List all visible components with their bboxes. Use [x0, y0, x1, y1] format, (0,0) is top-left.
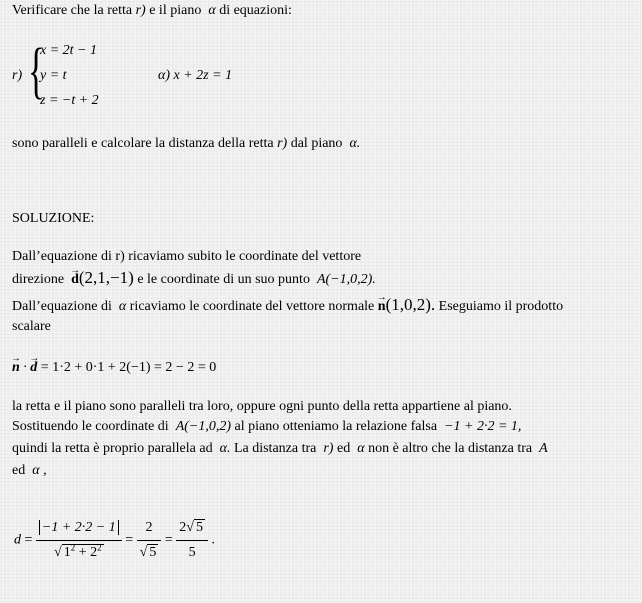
para2-quindi: quindi la retta è proprio parallela ad — [12, 441, 213, 456]
para1-point-text: e le coordinate di un suo punto — [137, 272, 310, 287]
para1-alpha: α — [118, 299, 127, 314]
para2-point-a: A(−1,0,2) — [175, 419, 232, 434]
dot-vector-n: → n — [12, 360, 20, 376]
intro-line — [12, 3, 292, 19]
dot-vector-d: → d — [30, 360, 37, 376]
system-plane: α) x + 2z = 1 — [158, 68, 233, 83]
vector-d: → d — [71, 272, 79, 288]
para2-relation: −1 + 2·2 = 1, — [444, 419, 522, 434]
distance-d: d — [14, 532, 21, 548]
para2-line3 — [12, 441, 548, 457]
para2-sostituendo: Sostituendo le coordinate di — [12, 419, 169, 434]
intro-alpha: α — [208, 3, 216, 18]
system-eq3: z = −t + 2 — [40, 93, 99, 108]
para2-ed: ed — [336, 441, 351, 456]
solution-heading: SOLUZIONE: — [12, 211, 95, 226]
task-text2: dal piano — [290, 136, 343, 151]
d-coords: (2,1,−1) — [78, 268, 134, 287]
intro-di-equazioni: di equazioni: — [219, 3, 292, 18]
distance-den1-b: + 2 — [78, 545, 98, 560]
system-eq2: y = t — [40, 68, 67, 83]
para2-alpha1: α. — [219, 441, 231, 456]
para2-alpha2: α — [357, 441, 365, 456]
para2-ed2: ed — [12, 463, 26, 478]
distance-fraction-2: $\frac{2}{√ 5}$ — [137, 518, 162, 563]
distance-fraction-3: $\frac{2√ 5}{5}$ — [176, 518, 208, 563]
para2-non-e: non è altro che la distanza tra — [368, 441, 533, 456]
para2-line2 — [12, 419, 521, 435]
system-eq1: x = 2t − 1 — [40, 43, 97, 58]
para1-dallequazione: Dall’equazione di — [12, 299, 112, 314]
distance-eq2: = — [125, 532, 134, 548]
task-text1: sono paralleli e calcolare la distanza della retta — [12, 136, 274, 151]
point-a: A(−1,0,2). — [316, 272, 376, 287]
task-r: r) — [277, 136, 288, 151]
system-r-label: r) — [12, 68, 23, 83]
distance-fraction-1: $\frac{-1 + 2\cdot 2 - 1}{√ 1^2 + 2^2}$ — [36, 518, 122, 563]
system-brace: { — [28, 37, 45, 105]
distance-eq1: = — [24, 532, 33, 548]
dot-expression: = 1·2 + 0·1 + 2(−1) = 2 − 2 = 0 — [40, 360, 217, 375]
distance-formula — [14, 518, 215, 563]
para1-eseguiamo: Eseguiamo il prodotto — [438, 299, 564, 314]
vector-n: → n — [378, 299, 386, 315]
distance-eq3: = — [164, 532, 173, 548]
para1-direzione: direzione — [12, 272, 65, 287]
distance-num3-b: 5 — [195, 520, 203, 535]
para1-line4: scalare — [12, 319, 51, 334]
para1-line3 — [12, 297, 563, 315]
para1-line2 — [12, 270, 376, 288]
dot-product: → n · → d = 1·2 + 0·1 + 2(−1) = 2 − 2 = 0 — [12, 360, 216, 376]
task-alpha: α. — [349, 136, 361, 151]
para2-line1: la retta e il piano sono paralleli tra loro, oppure ogni punto della retta appartiene al piano. — [12, 399, 512, 414]
distance-denominator-3: 5 — [188, 545, 196, 560]
distance-den1-a: 1 — [63, 545, 71, 560]
distance-num3-a: 2 — [179, 520, 187, 535]
distance-numerator-1: −1 + 2·2 − 1 — [39, 520, 119, 535]
para2-distanza-tra: La distanza tra — [233, 441, 317, 456]
task-line — [12, 136, 360, 152]
para2-line4 — [12, 463, 47, 479]
distance-end: . — [211, 532, 215, 548]
para2-a: A — [539, 441, 548, 456]
distance-denominator-1: $1^2 + 2^2$ — [63, 542, 102, 560]
para2-alpha3: α , — [32, 463, 47, 478]
distance-denominator-2: 5 — [149, 545, 157, 560]
distance-exp: 2 — [97, 542, 102, 553]
n-coords: (1,0,2). — [385, 295, 436, 314]
intro-r: r) — [135, 3, 146, 18]
para2-r: r) — [323, 441, 334, 456]
para1-line1: Dall’equazione di r) ricaviamo subito le coordinate del vettore — [12, 249, 362, 264]
intro-verificare: Verificare che la retta — [12, 3, 133, 18]
distance-numerator-2: 2 — [137, 518, 162, 541]
intro-e-il-piano: e il piano — [149, 3, 202, 18]
para1-normale-text: ricaviamo le coordinate del vettore normale — [129, 299, 375, 314]
para2-otteniamo: al piano otteniamo la relazione falsa — [234, 419, 438, 434]
